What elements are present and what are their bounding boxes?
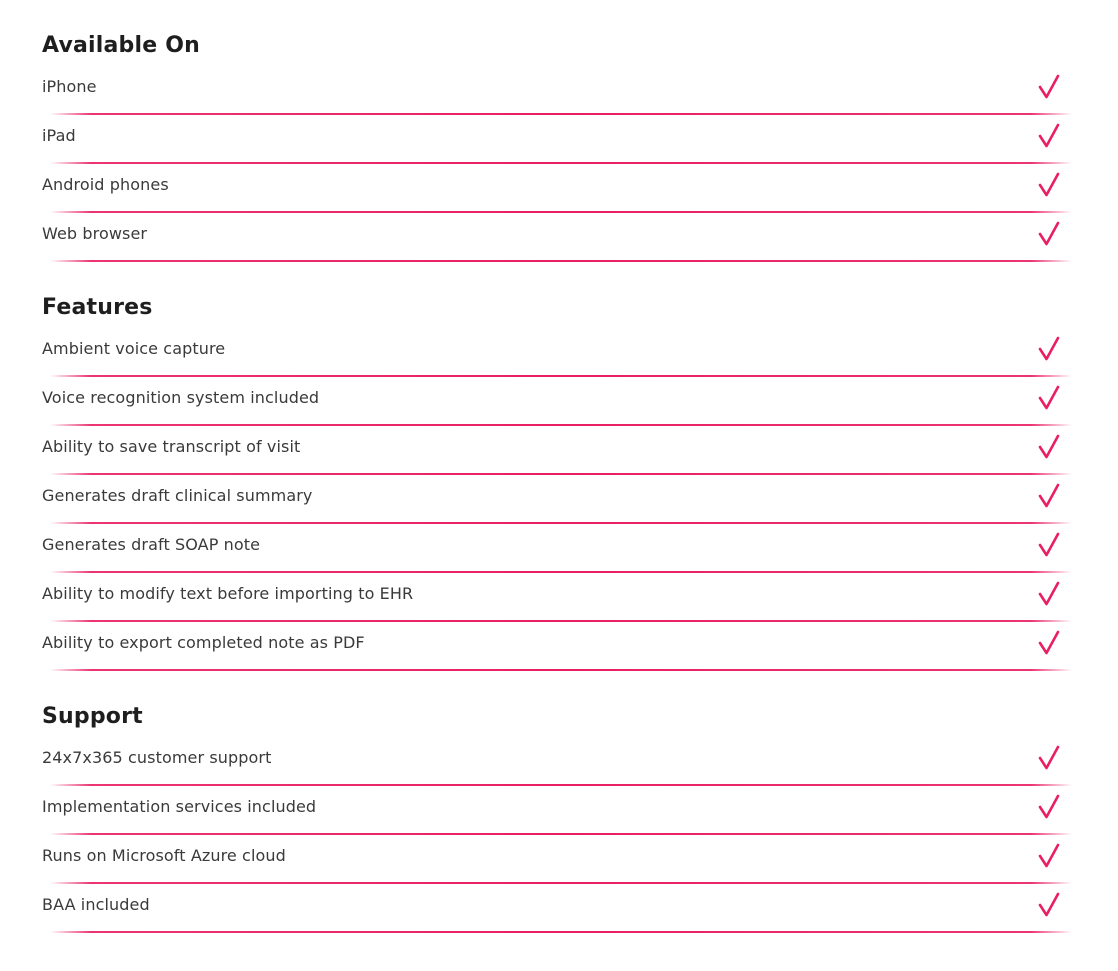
check-icon <box>1038 745 1060 771</box>
feature-row <box>42 524 1072 573</box>
check-icon <box>1038 172 1060 198</box>
check-icon <box>1038 483 1060 509</box>
feature-list <box>42 66 1072 262</box>
feature-label: Web browser <box>42 224 148 243</box>
feature-row <box>42 377 1072 426</box>
feature-row <box>42 737 1072 786</box>
check-icon <box>1038 532 1060 558</box>
feature-row <box>42 475 1072 524</box>
feature-label: iPhone <box>42 77 97 96</box>
check-icon <box>1038 843 1060 869</box>
check-icon <box>1038 74 1060 100</box>
check-icon <box>1038 434 1060 460</box>
feature-label: Implementation services included <box>42 797 317 816</box>
feature-row <box>42 884 1072 933</box>
feature-label: Ambient voice capture <box>42 339 226 358</box>
feature-label: Ability to export completed note as PDF <box>42 633 365 652</box>
feature-row <box>42 213 1072 262</box>
check-icon <box>1038 581 1060 607</box>
section-available-on <box>42 26 1072 262</box>
feature-list <box>42 737 1072 933</box>
feature-row <box>42 426 1072 475</box>
feature-row <box>42 66 1072 115</box>
check-icon <box>1038 221 1060 247</box>
row-divider <box>50 669 1072 671</box>
section-features <box>42 288 1072 671</box>
check-icon <box>1038 123 1060 149</box>
section-support <box>42 697 1072 933</box>
feature-row <box>42 622 1072 671</box>
section-title: Features <box>42 295 153 320</box>
section-title: Support <box>42 704 143 729</box>
feature-label: Ability to modify text before importing to EHR <box>42 584 414 603</box>
feature-row <box>42 835 1072 884</box>
row-divider <box>50 260 1072 262</box>
feature-row <box>42 573 1072 622</box>
row-divider <box>50 931 1072 933</box>
feature-label: Generates draft SOAP note <box>42 535 261 554</box>
feature-comparison <box>42 0 1072 933</box>
feature-label: Runs on Microsoft Azure cloud <box>42 846 286 865</box>
feature-label: BAA included <box>42 895 150 914</box>
feature-label: iPad <box>42 126 76 145</box>
feature-row <box>42 786 1072 835</box>
check-icon <box>1038 892 1060 918</box>
feature-label: Voice recognition system included <box>42 388 320 407</box>
feature-label: Ability to save transcript of visit <box>42 437 301 456</box>
feature-label: 24x7x365 customer support <box>42 748 272 767</box>
check-icon <box>1038 385 1060 411</box>
check-icon <box>1038 336 1060 362</box>
check-icon <box>1038 630 1060 656</box>
section-title: Available On <box>42 33 200 58</box>
feature-row <box>42 115 1072 164</box>
feature-label: Android phones <box>42 175 169 194</box>
feature-row <box>42 164 1072 213</box>
check-icon <box>1038 794 1060 820</box>
feature-list <box>42 328 1072 671</box>
feature-row <box>42 328 1072 377</box>
feature-label: Generates draft clinical summary <box>42 486 313 505</box>
